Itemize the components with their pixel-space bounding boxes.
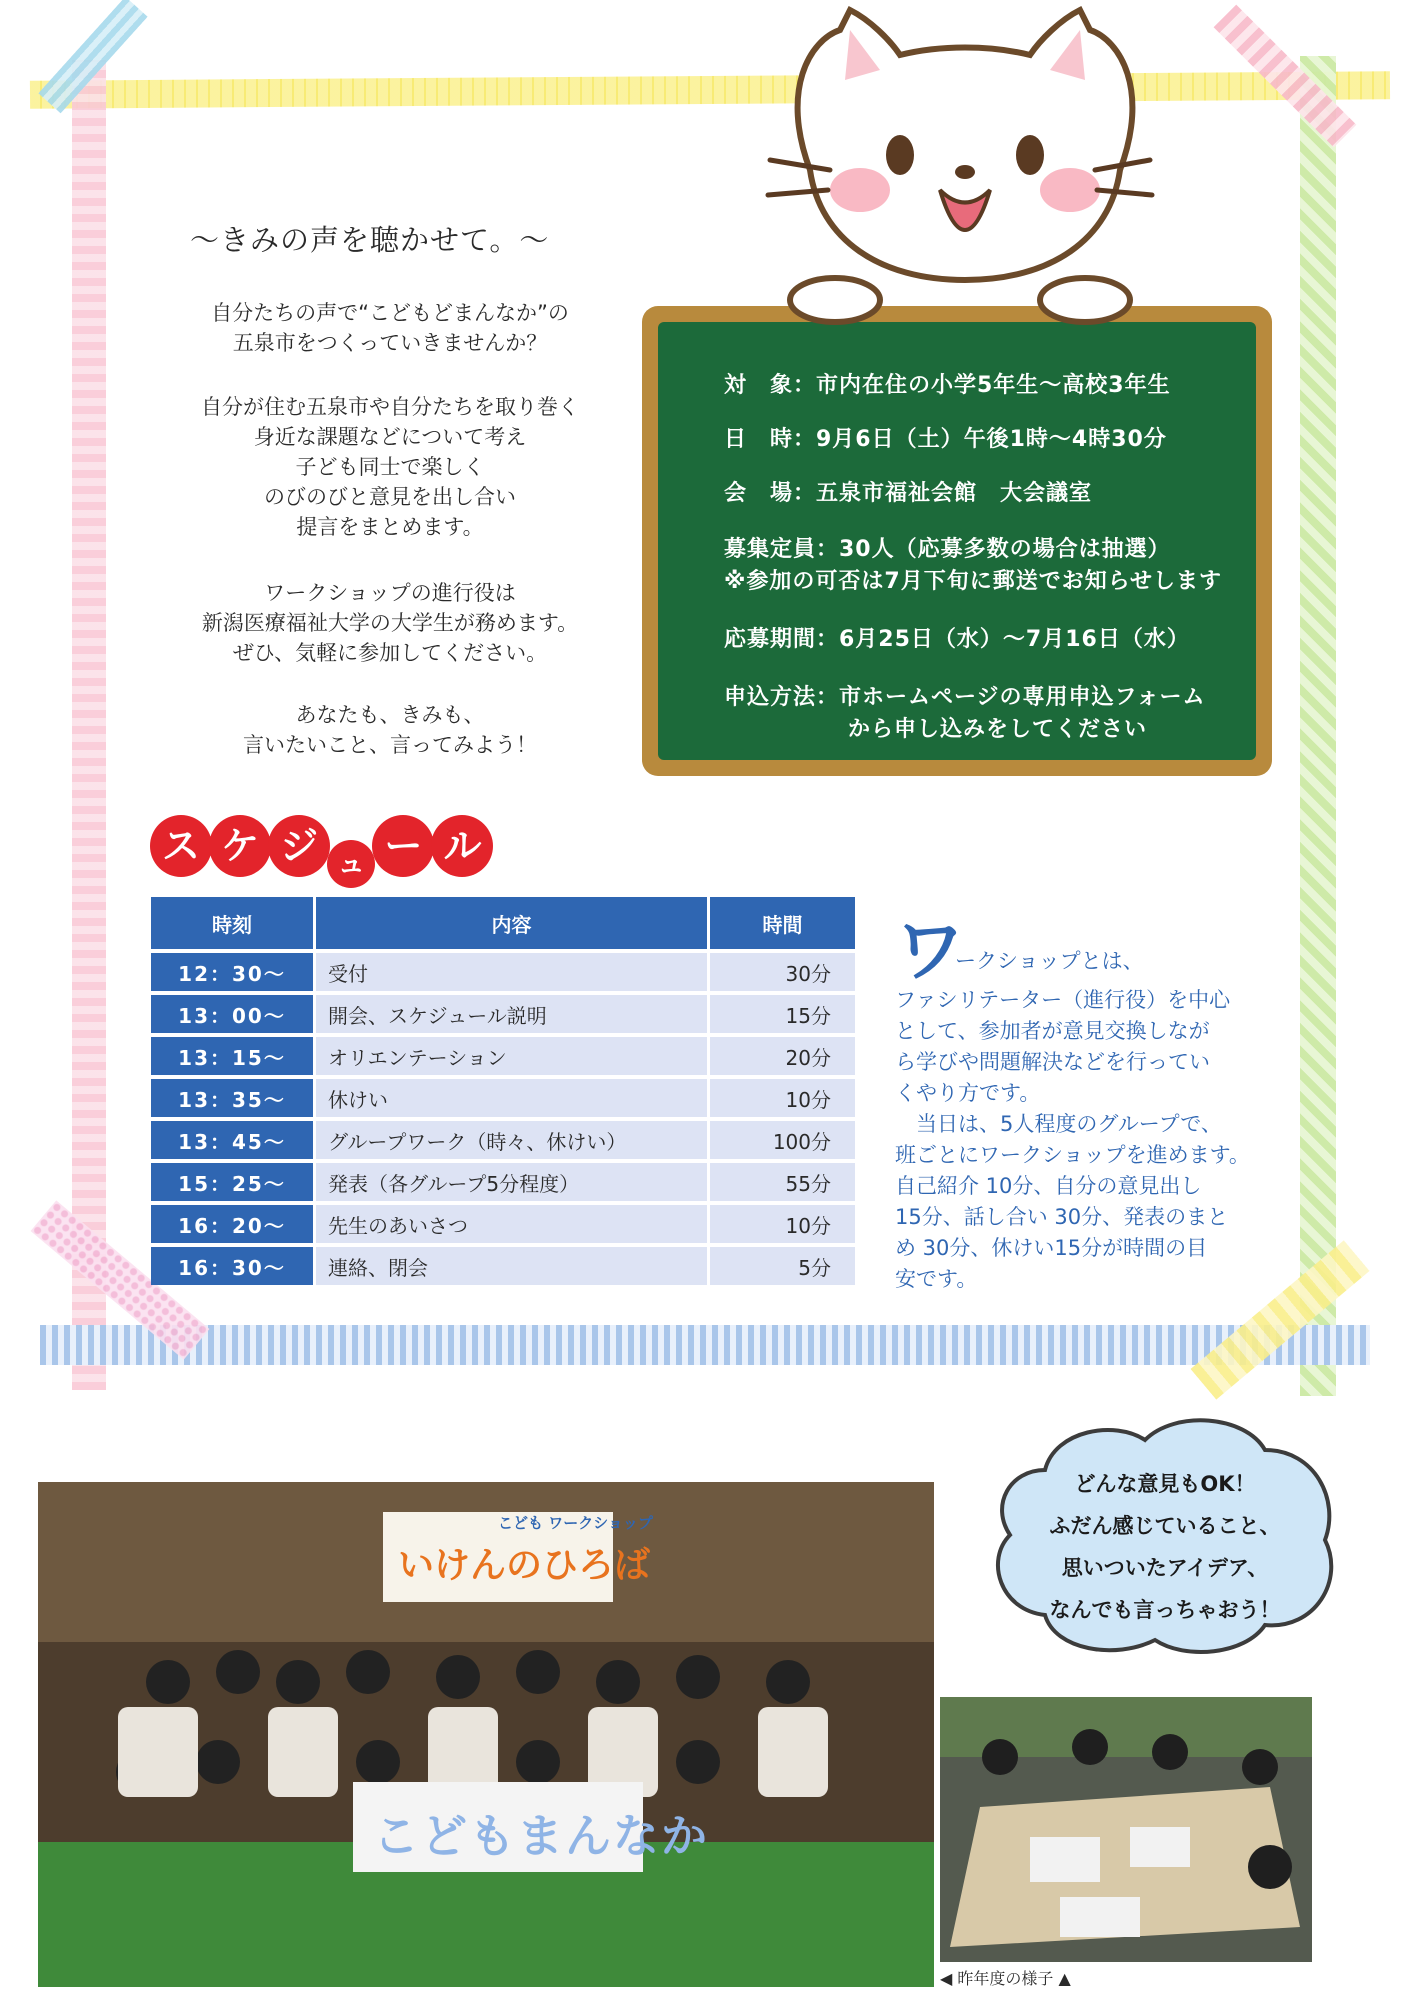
- row-duration: 10分: [710, 1079, 855, 1117]
- photo-caption: ◀ 昨年度の様子 ▲: [940, 1969, 1071, 1988]
- header-time: 時刻: [151, 897, 313, 949]
- board-period: 応募期間：6月25日（水）～7月16日（水）: [724, 627, 1190, 652]
- intro-line: 自分が住む五泉市や自分たちを取り巻く: [201, 395, 579, 419]
- schedule-title-char: ス: [150, 815, 212, 877]
- workshop-description: [895, 985, 1275, 1295]
- intro-line: 五泉市をつくっていきませんか？: [232, 331, 548, 355]
- schedule-title: [150, 815, 485, 888]
- yellow-tape-top: [30, 71, 1390, 108]
- workshop-line: 安です。: [895, 1267, 978, 1291]
- green-tape-right: [1300, 56, 1336, 1396]
- workshop-initial: ワ: [895, 910, 965, 992]
- workshop-line: 15分、話し合い 30分、発表のまと: [895, 1205, 1229, 1229]
- workshop-line: 班ごとにワークショップを進めます。: [895, 1143, 1250, 1167]
- children-sign: こどもまんなか: [373, 1809, 709, 1863]
- row-time: 13：35～: [151, 1079, 313, 1117]
- workshop-heading: ークショップとは、: [955, 949, 1144, 973]
- row-content: 受付: [316, 953, 707, 991]
- intro-paragraph-2: [140, 392, 640, 542]
- intro-paragraph-4: [140, 700, 640, 760]
- workshop-line: として、参加者が意見交換しなが: [895, 1019, 1210, 1043]
- table-row: [151, 1247, 855, 1285]
- cat-illustration: [740, 0, 1180, 330]
- workshop-photo: [940, 1697, 1312, 1962]
- schedule-title-char: ジ: [268, 815, 330, 877]
- board-date: 日 時：9月6日（土）午後1時～4時30分: [724, 427, 1167, 452]
- intro-line: 身近な課題などについて考え: [253, 425, 527, 449]
- group-photo: [38, 1482, 934, 1987]
- row-time: 13：45～: [151, 1121, 313, 1159]
- workshop-line: 当日は、5人程度のグループで、: [895, 1112, 1222, 1136]
- row-time: 13：00～: [151, 995, 313, 1033]
- board-venue: 会 場：五泉市福祉会館 大会議室: [724, 481, 1093, 506]
- catchcopy: ～きみの声を聴かせて。～: [190, 223, 550, 257]
- header-duration: 時間: [710, 897, 855, 949]
- banner-title: いけんのひろば: [398, 1545, 651, 1586]
- row-duration: 5分: [710, 1247, 855, 1285]
- workshop-line: ファシリテーター（進行役）を中心: [895, 988, 1231, 1012]
- schedule-title-char: ー: [372, 815, 434, 877]
- workshop-photo-image: [940, 1697, 1312, 1962]
- intro-line: 子ども同士で楽しく: [295, 455, 485, 479]
- workshop-line: くやり方です。: [895, 1081, 1041, 1105]
- schedule-title-char: ル: [431, 815, 493, 877]
- workshop-line: 自己紹介 10分、自分の意見出し: [895, 1174, 1202, 1198]
- intro-line: のびのびと意見を出し合い: [264, 485, 516, 509]
- speech-cloud-text: [985, 1463, 1345, 1631]
- board-target: 対 象：市内在住の小学5年生～高校3年生: [724, 373, 1171, 398]
- intro-line: ぜひ、気軽に参加してください。: [232, 641, 548, 665]
- workshop-line: ら学びや問題解決などを行ってい: [895, 1050, 1210, 1074]
- row-content: 先生のあいさつ: [316, 1205, 707, 1243]
- row-content: 休けい: [316, 1079, 707, 1117]
- table-header-row: [151, 897, 855, 949]
- intro-line: 自分たちの声で“こどもどまんなか”の: [211, 301, 569, 325]
- workshop-line: め 30分、休けい15分が時間の目: [895, 1236, 1208, 1260]
- table-row: [151, 995, 855, 1033]
- table-row: [151, 1205, 855, 1243]
- board-notice: ※参加の可否は7月下旬に郵送でお知らせします: [724, 569, 1223, 594]
- row-content: 連絡、閉会: [316, 1247, 707, 1285]
- intro-line: あなたも、きみも、: [295, 703, 485, 727]
- board-apply-method-cont: から申し込みをしてください: [848, 717, 1148, 742]
- pink-tape-left: [72, 60, 106, 1390]
- row-time: 12：30～: [151, 953, 313, 991]
- intro-line: ワークショップの進行役は: [264, 581, 516, 605]
- cloud-line: 思いついたアイデア、: [1061, 1556, 1269, 1580]
- row-time: 13：15～: [151, 1037, 313, 1075]
- intro-paragraph-3: [140, 578, 640, 668]
- schedule-table: [148, 893, 858, 1289]
- cloud-line: ふだん感じていること、: [1049, 1514, 1281, 1538]
- intro-line: 言いたいこと、言ってみよう！: [243, 733, 537, 757]
- header-content: 内容: [316, 897, 707, 949]
- schedule-title-char: ュ: [327, 840, 375, 888]
- info-board-surface: [658, 322, 1256, 760]
- row-time: 16：30～: [151, 1247, 313, 1285]
- row-content: オリエンテーション: [316, 1037, 707, 1075]
- row-content: 発表（各グループ5分程度）: [316, 1163, 707, 1201]
- table-row: [151, 1079, 855, 1117]
- intro-paragraph-1: [140, 298, 640, 358]
- board-apply-method: 申込方法：市ホームページの専用申込フォーム: [724, 685, 1206, 710]
- row-content: 開会、スケジュール説明: [316, 995, 707, 1033]
- cloud-line: なんでも言っちゃおう！: [1049, 1598, 1281, 1622]
- table-row: [151, 953, 855, 991]
- row-duration: 20分: [710, 1037, 855, 1075]
- table-row: [151, 1163, 855, 1201]
- info-board: [642, 306, 1272, 776]
- table-row: [151, 1121, 855, 1159]
- intro-line: 新潟医療福祉大学の大学生が務めます。: [201, 611, 579, 635]
- banner-subtitle: こども ワークショップ: [498, 1514, 653, 1532]
- blue-tape-bottom: [40, 1325, 1370, 1365]
- cloud-line: どんな意見もOK！: [1074, 1472, 1256, 1496]
- board-capacity: 募集定員：30人（応募多数の場合は抽選）: [724, 537, 1171, 562]
- intro-line: 提言をまとめます。: [296, 515, 484, 539]
- row-time: 15：25～: [151, 1163, 313, 1201]
- row-content: グループワーク（時々、休けい）: [316, 1121, 707, 1159]
- row-duration: 55分: [710, 1163, 855, 1201]
- row-duration: 15分: [710, 995, 855, 1033]
- row-duration: 30分: [710, 953, 855, 991]
- table-row: [151, 1037, 855, 1075]
- schedule-title-char: ケ: [209, 815, 271, 877]
- row-duration: 10分: [710, 1205, 855, 1243]
- row-time: 16：20～: [151, 1205, 313, 1243]
- row-duration: 100分: [710, 1121, 855, 1159]
